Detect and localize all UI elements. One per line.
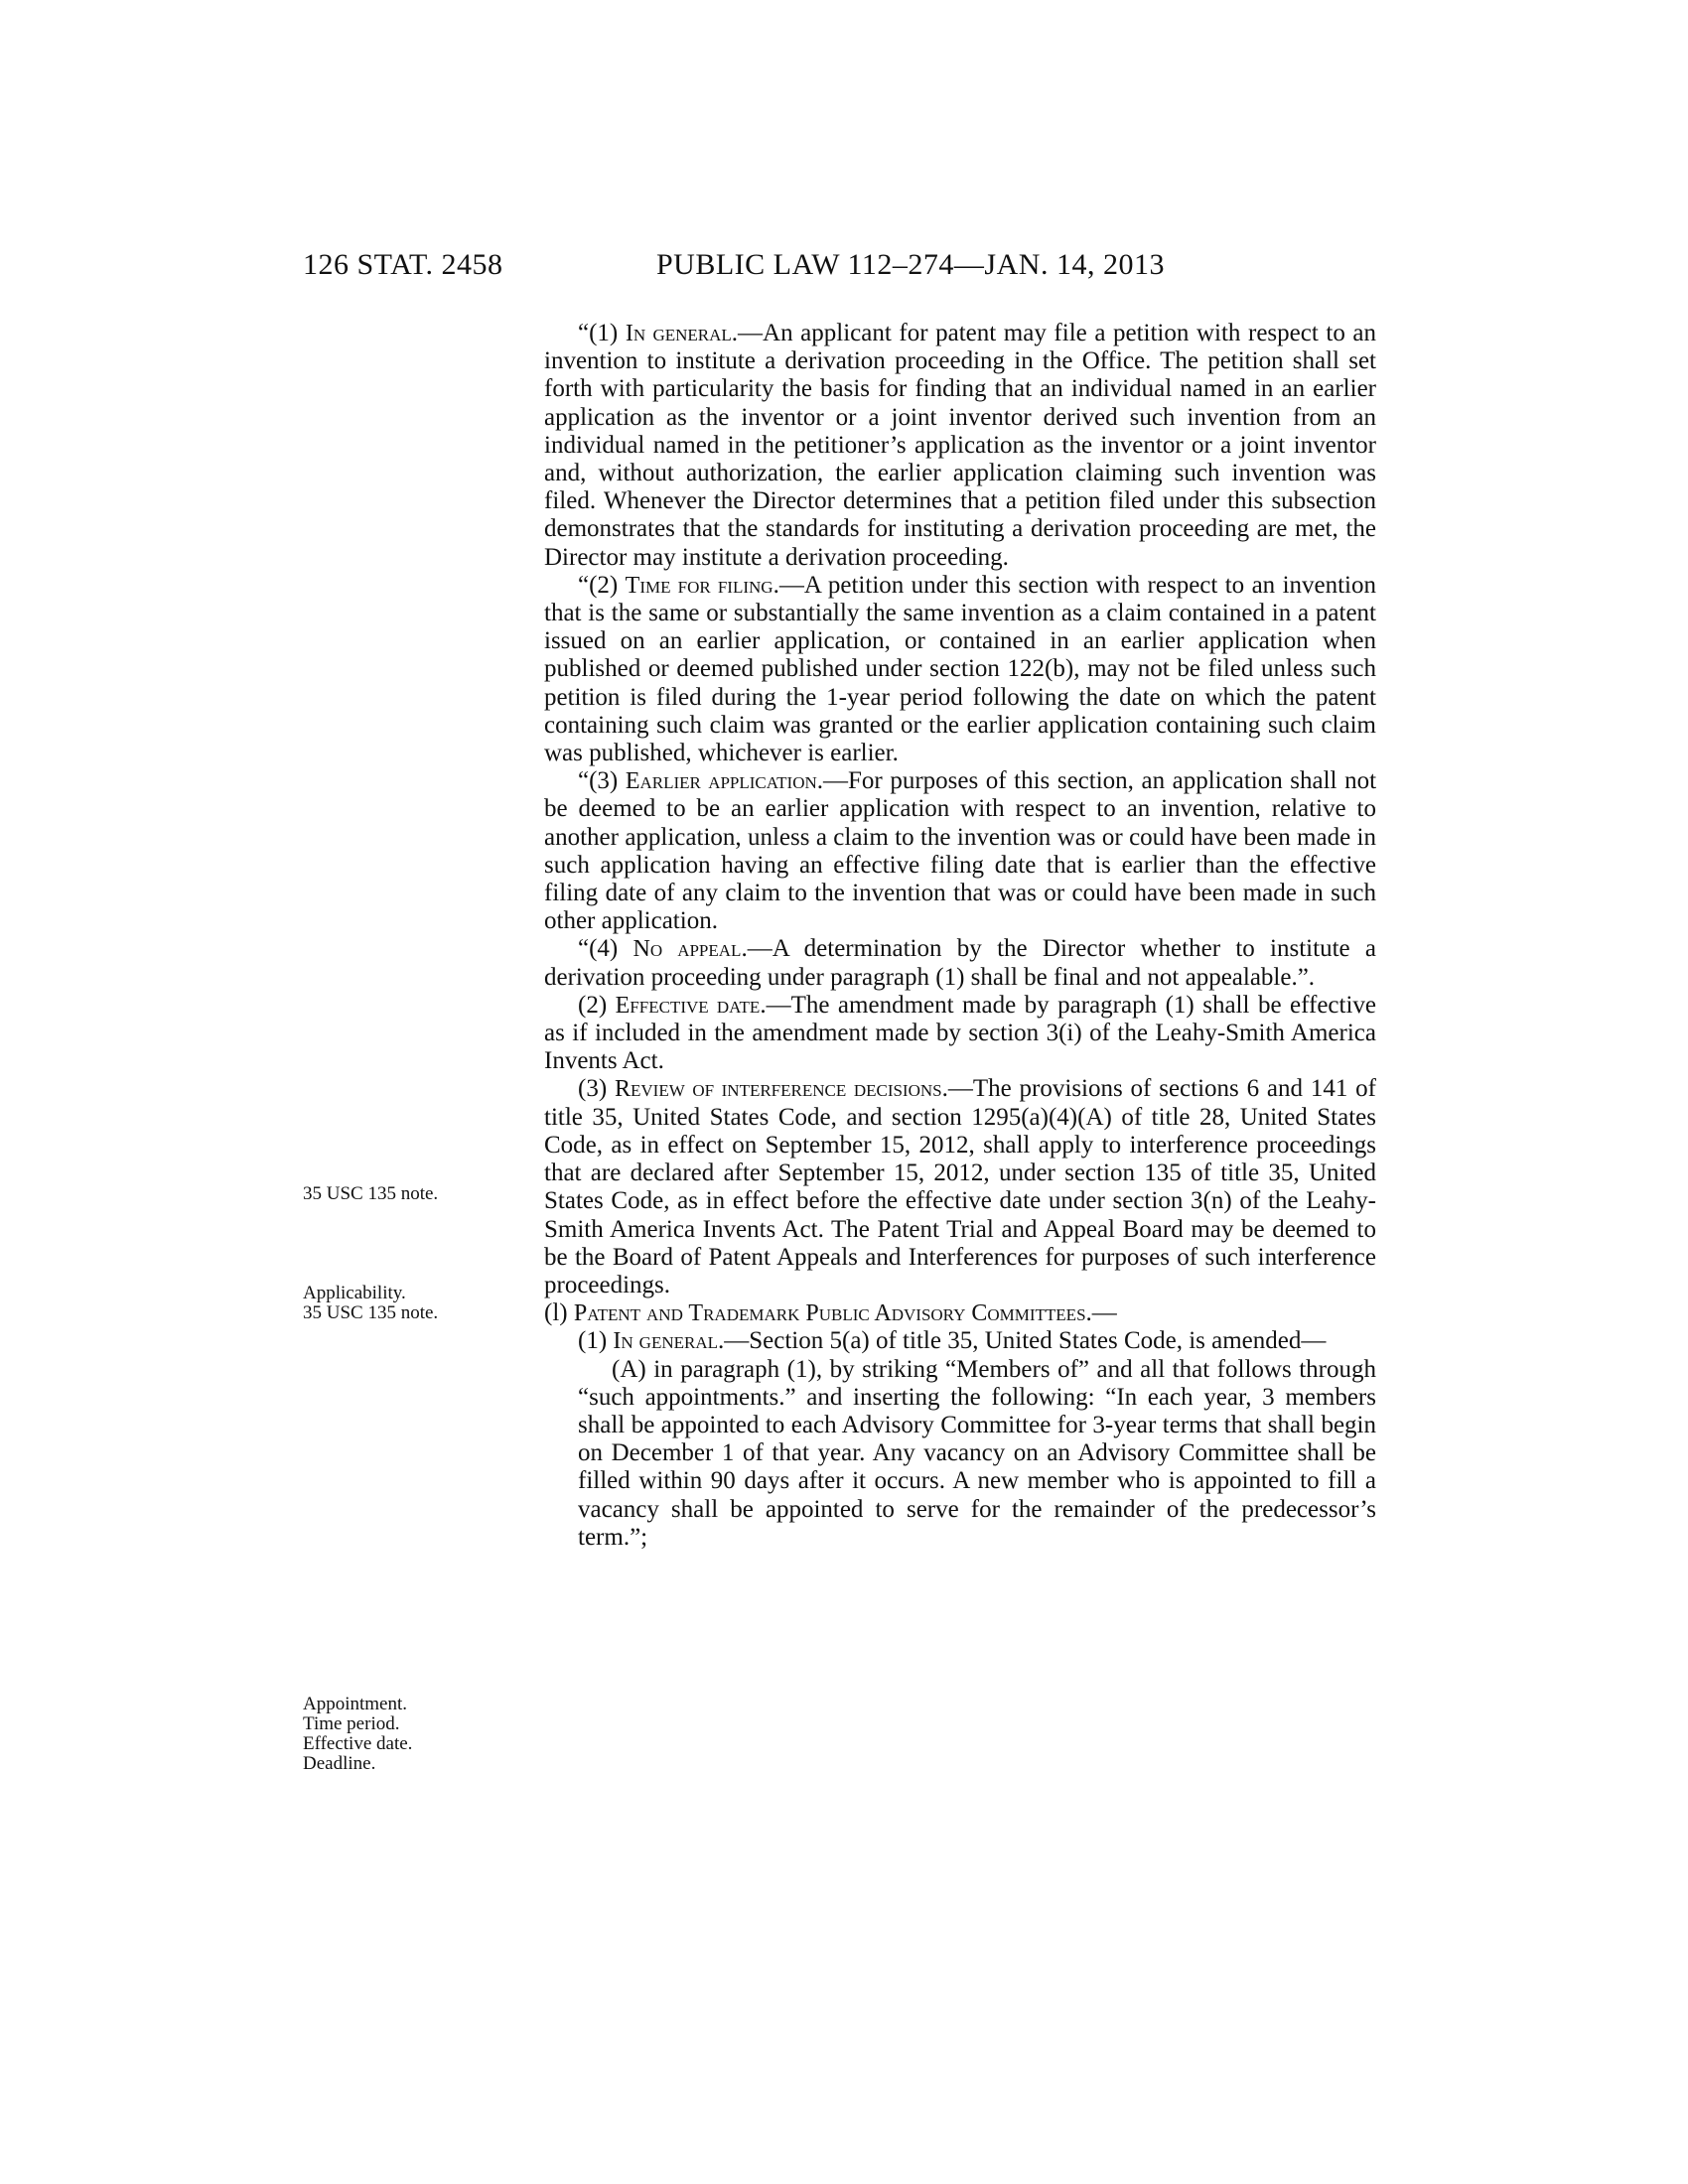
margin-note-line: Appointment. bbox=[303, 1694, 408, 1714]
subsection-heading: Patent and Trademark Public Advisory Committees bbox=[573, 1300, 1086, 1327]
paragraph-designator: “(2) bbox=[578, 571, 626, 599]
paragraph-heading: No appeal bbox=[633, 936, 742, 963]
paragraph-designator: (2) bbox=[578, 991, 616, 1019]
paragraph-heading: Earlier application bbox=[625, 768, 817, 795]
paragraph-in-general bbox=[544, 320, 1376, 572]
margin-note-line: Time period. bbox=[303, 1713, 400, 1734]
paragraph-text: Section 5(a) of title 35, United States Code, is amended— bbox=[749, 1327, 1327, 1355]
paragraph-review-of-interference-decisions bbox=[544, 1075, 1376, 1299]
statute-page-number: 126 STAT. 2458 bbox=[303, 248, 503, 281]
paragraph-earlier-application bbox=[544, 767, 1376, 935]
paragraph-designator: “(3) bbox=[578, 767, 626, 795]
paragraph-heading: Effective date bbox=[615, 992, 761, 1019]
statute-body bbox=[544, 320, 1376, 1552]
heading-dash: .— bbox=[1085, 1299, 1117, 1327]
margin-note-appointment bbox=[303, 1695, 521, 1774]
paragraph-effective-date bbox=[544, 992, 1376, 1076]
margin-note-line: 35 USC 135 note. bbox=[303, 1183, 439, 1204]
paragraph-heading: In general bbox=[613, 1328, 718, 1355]
paragraph-heading: Time for filing bbox=[625, 572, 774, 599]
paragraph-designator: (l) bbox=[544, 1299, 574, 1327]
margin-note-line: Deadline. bbox=[303, 1753, 376, 1774]
running-header-title: PUBLIC LAW 112–274—JAN. 14, 2013 bbox=[656, 248, 1165, 281]
paragraph-in-general-section-5 bbox=[544, 1327, 1376, 1355]
paragraph-text: A determination by the Director whether to institute a derivation proceeding under paragraph (1) shall be final and not appealable.”. bbox=[544, 935, 1376, 991]
margin-note-line: Applicability. bbox=[303, 1283, 406, 1303]
margin-note-applicability bbox=[303, 1284, 521, 1323]
paragraph-text: A petition under this section with respect to an invention that is the same or substantially the same invention as a claim contained in a patent issued on an earlier application, or contained in an earlier application when published or deemed published under section 122(b), may not be filed unless such petition is filed during the 1-year period following the date on which the patent containing such claim was granted or the earlier application containing such claim was published, whichever is earlier. bbox=[544, 571, 1377, 767]
heading-dash: .— bbox=[760, 991, 791, 1019]
paragraph-heading: In general bbox=[625, 321, 732, 346]
paragraph-designator: (A) bbox=[612, 1355, 654, 1383]
subparagraph-a bbox=[544, 1356, 1376, 1552]
paragraph-designator: “(1) bbox=[578, 320, 626, 346]
paragraph-designator: (1) bbox=[578, 1327, 614, 1355]
heading-dash: .— bbox=[816, 767, 849, 795]
subsection-advisory-committees bbox=[544, 1299, 1376, 1327]
margin-note-line: Effective date. bbox=[303, 1733, 413, 1754]
paragraph-text: An applicant for patent may file a petition with respect to an invention to institute a derivation proceeding in the Office. The petition shall set forth with particularity the basis for finding that an individual named in an earlier application as the inventor or a joint inventor derived such invention from an individual named in the petitioner’s application as the inventor or a joint inventor and, without authorization, the earlier application claiming such invention was filed. Whenever the Director determines that a petition filed under this subsection demonstrates that the standards for instituting a derivation proceeding are met, the Director may institute a derivation proceeding. bbox=[544, 320, 1377, 571]
paragraph-designator: (3) bbox=[578, 1075, 615, 1103]
heading-dash: .— bbox=[773, 571, 804, 599]
paragraph-text: The amendment made by paragraph (1) shall be effective as if included in the amendment made by section 3(i) of the Leahy-Smith America Invents Act. bbox=[544, 991, 1376, 1075]
margin-note-usc-reference bbox=[303, 1184, 521, 1204]
paragraph-time-for-filing bbox=[544, 572, 1376, 767]
heading-dash: .— bbox=[941, 1075, 973, 1103]
paragraph-no-appeal bbox=[544, 935, 1376, 991]
heading-dash: .— bbox=[718, 1327, 750, 1355]
paragraph-heading: Review of interference decisions bbox=[614, 1076, 942, 1103]
margin-note-line: 35 USC 135 note. bbox=[303, 1302, 439, 1323]
heading-dash: .— bbox=[731, 320, 764, 346]
paragraph-text: The provisions of sections 6 and 141 of title 35, United States Code, and section 1295(a)(4)(A) of title 28, United States Code, as in effect on September 15, 2012, shall apply to interference proceedings that are declared after September 15, 2012, under section 135 of title 35, United States Code, as in effect before the effective date under section 3(n) of the Leahy-Smith America Invents Act. The Patent Trial and Appeal Board may be deemed to be the Board of Patent Appeals and Interferences for purposes of such interference proceedings. bbox=[544, 1075, 1376, 1298]
paragraph-designator: “(4) bbox=[578, 935, 633, 963]
paragraph-text: For purposes of this section, an application shall not be deemed to be an earlier application with respect to an invention, relative to another application, unless a claim to the invention was or could have been made in such application having an effective filing date that is earlier than the effective filing date of any claim to the invention that was or could have been made in such other application. bbox=[544, 767, 1377, 935]
heading-dash: .— bbox=[741, 935, 773, 963]
paragraph-text: in paragraph (1), by striking “Members of” and all that follows through “such appointments.” and inserting the following: “In each year, 3 members shall be appointed to each Advisory Committee for 3-year terms that shall begin on December 1 of that year. Any vacancy on an Advisory Committee shall be filled within 90 days after it occurs. A new member who is appointed to fill a vacancy shall be appointed to serve for the remainder of the predecessor’s term.”; bbox=[578, 1355, 1376, 1551]
